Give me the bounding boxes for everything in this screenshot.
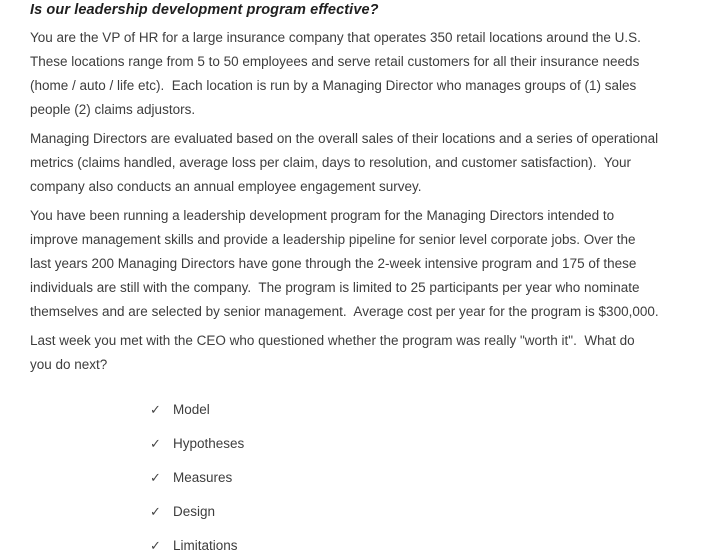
body-paragraphs: [30, 26, 711, 377]
paragraph: [30, 204, 711, 324]
checkmark-icon: ✓: [150, 470, 161, 485]
checklist-item: [150, 466, 711, 490]
paragraph-line: Last week you met with the CEO who questioned whether the program was really "worth it". What do: [30, 333, 635, 348]
paragraph-line: You are the VP of HR for a large insurance company that operates 350 retail locations around the U.S.: [30, 30, 641, 45]
paragraph-line: themselves and are selected by senior management. Average cost per year for the program is $300,000.: [30, 304, 659, 319]
paragraph-line: company also conducts an annual employee engagement survey.: [30, 179, 422, 194]
paragraph-line: you do next?: [30, 357, 108, 372]
checkmark-icon: ✓: [150, 538, 161, 553]
checklist-item: [150, 398, 711, 422]
checkmark-icon: ✓: [150, 402, 161, 417]
checklist-item: [150, 432, 711, 456]
checklist-item-label: Limitations: [173, 538, 238, 553]
checklist-item-label: Model: [173, 402, 210, 417]
checklist: [30, 398, 711, 558]
paragraph-line: individuals are still with the company. The program is limited to 25 participants per year who nominate: [30, 280, 640, 295]
paragraph: [30, 329, 711, 377]
paragraph-line: Managing Directors are evaluated based on the overall sales of their locations and a series of operational: [30, 131, 659, 146]
document-title: Is our leadership development program effective?: [30, 2, 379, 18]
paragraph-line: last years 200 Managing Directors have gone through the 2-week intensive program and 175 of these: [30, 256, 637, 271]
paragraph-line: You have been running a leadership development program for the Managing Directors intended to: [30, 208, 615, 223]
checkmark-icon: ✓: [150, 504, 161, 519]
checklist-item-label: Measures: [173, 470, 233, 485]
paragraph-line: metrics (claims handled, average loss per claim, days to resolution, and customer satisfaction). Your: [30, 155, 632, 170]
paragraph: [30, 127, 711, 199]
checklist-item-label: Design: [173, 504, 216, 519]
paragraph-line: (home / auto / life etc). Each location is run by a Managing Director who manages groups of (1) sales: [30, 78, 637, 93]
paragraph: [30, 26, 711, 122]
checkmark-icon: ✓: [150, 436, 161, 451]
paragraph-line: people (2) claims adjustors.: [30, 102, 196, 117]
checklist-item: [150, 534, 711, 558]
checklist-item-label: Hypotheses: [173, 436, 245, 451]
paragraph-line: These locations range from 5 to 50 employees and serve retail customers for all their insurance needs: [30, 54, 640, 69]
paragraph-line: improve management skills and provide a leadership pipeline for senior level corporate jobs. Over the: [30, 232, 636, 247]
checklist-item: [150, 500, 711, 524]
